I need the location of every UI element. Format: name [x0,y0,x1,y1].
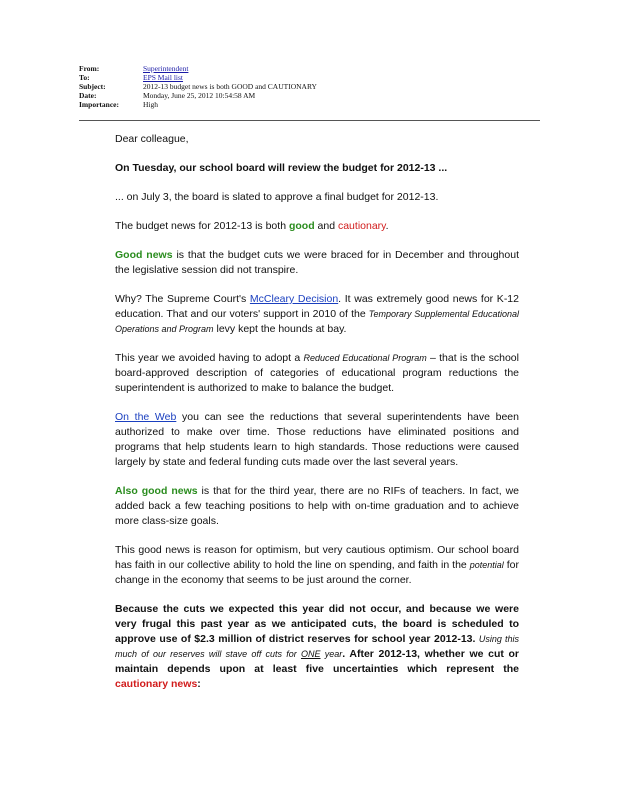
paragraph-why [115,292,519,337]
importance-row [79,100,317,109]
optimism-text-b: for change in the economy that seems to be just around the corner. [115,559,519,586]
reserves-text-c: : [197,678,201,690]
greeting: Dear colleague, [115,133,189,145]
reserves-italic-a: Using this much of our reserves will stave off cuts for [115,634,520,659]
paragraph-also-good-news [115,484,519,529]
reserves-text-b: . After 2012-13, whether we cut or maintain depends upon at least five uncertainties which represent the [115,648,520,675]
why-text-a: Why? The Supreme Court's [115,293,250,305]
on-the-web-text: you can see the reductions that several superintendents have been authorized to make over time. Those reductions have eliminated positions and programs that help students learn to high standards. Those reductions were caused largely by state and federal funding cuts made over the last several years. [115,411,519,468]
potential-word: potential [469,560,504,570]
reduced-program-name: Reduced Educational Program [303,353,427,363]
subject-value: 2012-13 budget news is both GOOD and CAUTIONARY [143,82,317,91]
budget-news-text: The budget news for 2012-13 is both [115,220,289,232]
paragraph-final-budget: ... on July 3, the board is slated to approve a final budget for 2012-13. [115,191,439,203]
on-the-web-link[interactable]: On the Web [115,411,177,423]
email-header [79,64,317,109]
reduced-text-b: – that is the school board-approved description of categories of educational program reductions the superintendent is authorized to make to balance the budget. [115,352,519,394]
why-text-c: levy kept the hounds at bay. [213,323,347,335]
good-news-label: Good news [115,249,173,261]
cautionary-word: cautionary [337,220,386,232]
reserves-text-a: Because the cuts we expected this year did not occur, and because we were very frugal this past year as we anticipated cuts, the board is scheduled to approve use of $2.3 million of district reserves for school year 2012-13. [115,603,519,645]
paragraph-optimism [115,543,519,588]
reduced-text-a: This year we avoided having to adopt a [115,352,304,364]
paragraph-reduced-program [115,351,519,396]
importance-label: Importance: [79,100,119,109]
date-value: Monday, June 25, 2012 10:54:58 AM [143,91,256,100]
paragraph-on-the-web [115,410,519,470]
why-text-b: . It was extremely good news for K-12 education. That and our voters' support in 2010 of the [115,293,519,320]
header-divider [79,120,540,121]
period-text: . [385,220,389,232]
date-row [79,91,317,100]
paragraph-good-news [115,248,519,278]
mccleary-decision-link[interactable]: McCleary Decision [249,293,339,305]
email-body [115,132,519,692]
good-news-text: is that the budget cuts we were braced for in December and throughout the legislative session did not transpire. [115,249,519,276]
subject-label: Subject: [79,82,106,91]
importance-value: High [143,100,158,109]
one-word: ONE [300,649,321,659]
paragraph-reserves [115,602,519,692]
to-row [79,73,317,82]
paragraph-board-review: On Tuesday, our school board will review the budget for 2012-13 ... [115,162,448,174]
good-word: good [288,220,315,232]
cautionary-news-phrase: cautionary news [115,678,198,690]
levy-name: Temporary Supplemental Educational Operations and Program [115,309,519,334]
reserves-italic-b: year [320,649,343,659]
also-good-news-label: Also good news [115,485,198,497]
subject-row [79,82,317,91]
optimism-text-a: This good news is reason for optimism, but very cautious optimism. Our school board has faith in our collective ability to hold the line on spending, and faith in the [115,544,519,571]
date-label: Date: [79,91,97,100]
to-label: To: [79,73,90,82]
to-value-link[interactable]: EPS Mail list [143,73,184,82]
paragraph-budget-news [115,219,519,234]
from-value-link[interactable]: Superintendent [143,64,189,73]
and-text: and [314,220,338,232]
also-good-news-text: is that for the third year, there are no RIFs of teachers. In fact, we added back a few teaching positions to help with on-time graduation and to achieve more class-size goals. [115,485,519,527]
from-row [79,64,317,73]
from-label: From: [79,64,100,73]
